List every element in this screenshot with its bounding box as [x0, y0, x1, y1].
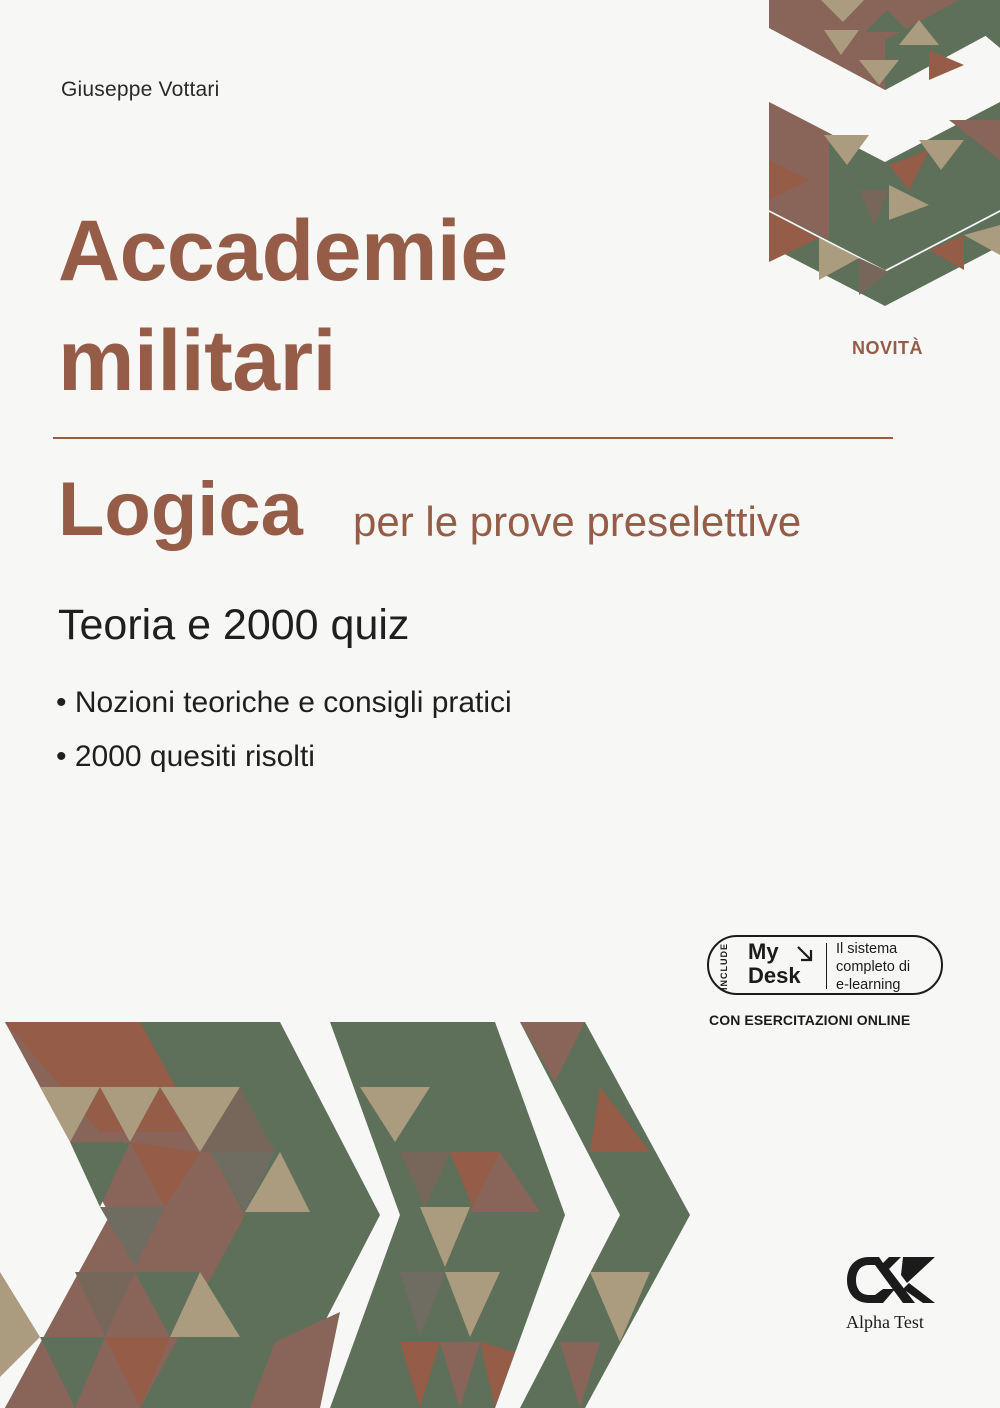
mydesk-brand-desk: Desk: [748, 963, 801, 988]
bullet-item: • 2000 quesiti risolti: [56, 740, 315, 773]
mydesk-desc-line: Il sistema: [836, 941, 898, 957]
book-title-line-1: Accademie: [58, 203, 508, 299]
title-divider: [53, 437, 893, 439]
top-right-chevron-art: [769, 0, 1000, 306]
bullet-item: • Nozioni teoriche e consigli pratici: [56, 686, 512, 719]
bottom-chevron-art: [0, 1022, 700, 1408]
mydesk-brand-my: My: [748, 939, 779, 964]
subject-heading: Logica: [58, 467, 303, 552]
novita-badge: NOVITÀ: [852, 338, 924, 358]
mydesk-desc-line: completo di: [836, 959, 911, 975]
mydesk-include-label: INCLUDE: [719, 943, 729, 990]
online-exercises-caption: CON ESERCITAZIONI ONLINE: [709, 1012, 911, 1028]
diagonal-arrow-icon: [795, 944, 815, 964]
author-name: Giuseppe Vottari: [61, 78, 220, 101]
mydesk-desc-line: e-learning: [836, 977, 901, 993]
subject-subtitle: per le prove preselettive: [353, 498, 802, 545]
mydesk-separator: [826, 943, 827, 989]
alpha-test-logo: [843, 1253, 939, 1307]
tagline: Teoria e 2000 quiz: [58, 601, 410, 649]
publisher-name: Alpha Test: [846, 1312, 924, 1332]
book-title-line-2: militari: [58, 313, 336, 409]
